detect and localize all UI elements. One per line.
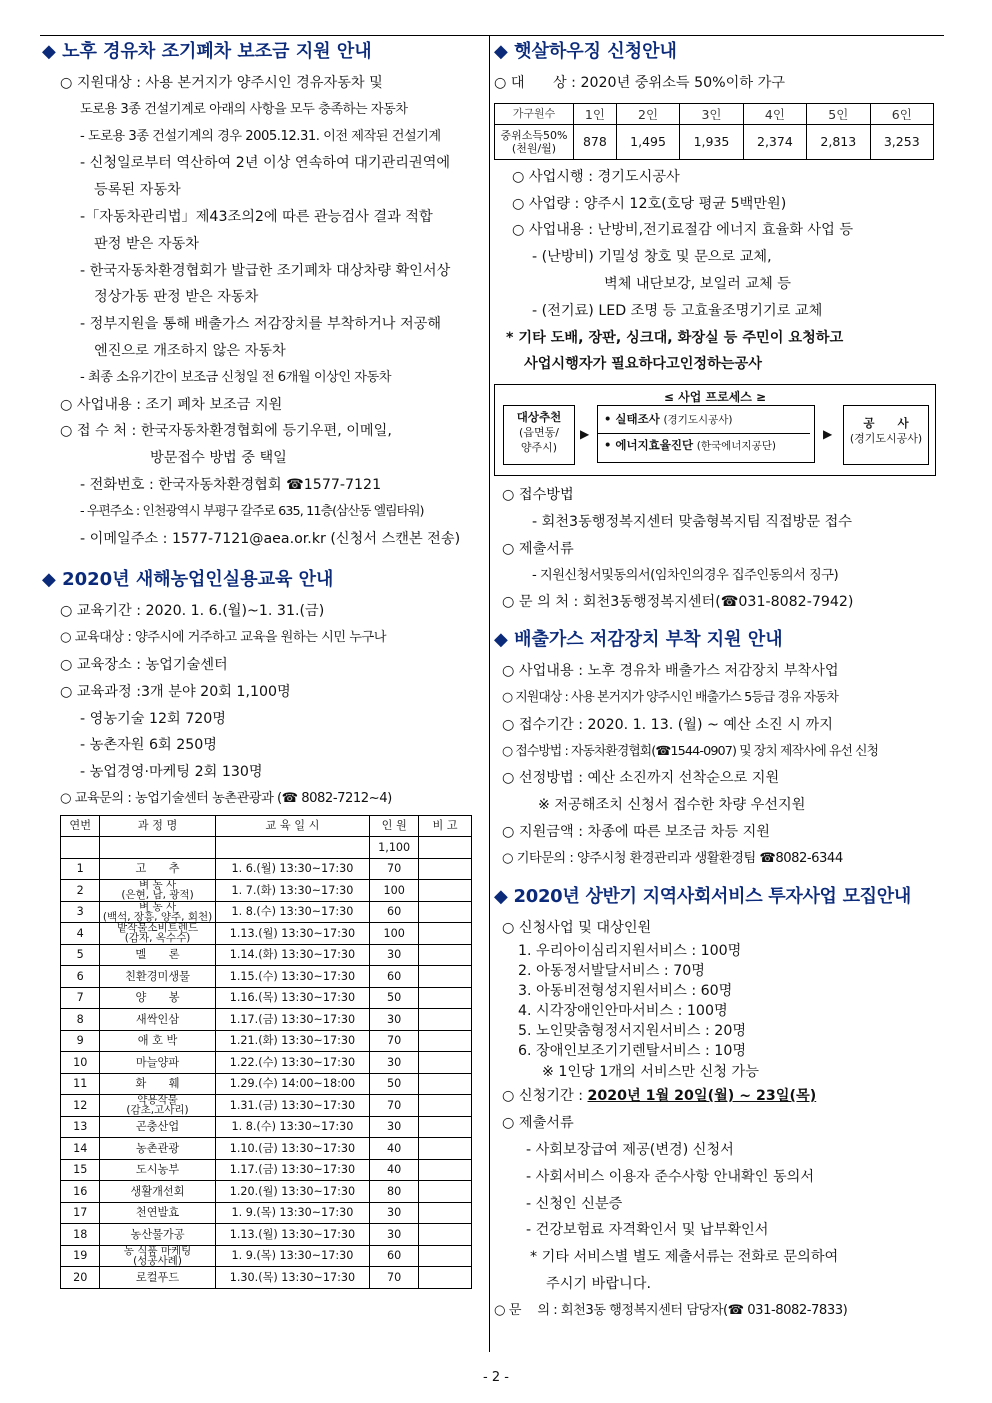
table-cell: 1.20.(월) 13:30~17:30 [215, 1181, 370, 1203]
table-cell [419, 1202, 472, 1224]
table-cell [419, 1138, 472, 1160]
table-cell: 30 [370, 1052, 419, 1074]
table-cell: 농 식품 마케팅 (성공사례) [100, 1245, 215, 1267]
left-column [42, 38, 486, 1289]
text-line: - 신청인 신분증 [526, 1195, 623, 1212]
table-cell: 1. 9.(목) 13:30~17:30 [215, 1245, 370, 1267]
text-line: 2. 아동정서발달서비스 : 70명 [518, 963, 705, 980]
table-cell [419, 1073, 472, 1095]
text-line: ○ 접수방법 : 자동차환경협회(☎1544-0907) 및 장치 제작사에 유선 신청 [502, 743, 879, 759]
table-row [61, 923, 472, 945]
table-cell: 10 [61, 1052, 100, 1074]
table-cell: 30 [370, 944, 419, 966]
text-line: ○ 신청사업 및 대상인원 [502, 919, 652, 936]
table-cell: 7 [61, 987, 100, 1009]
text-line: - 이메일주소 : 1577-7121@aea.or.kr (신청서 스캔본 전송) [80, 530, 461, 547]
table-cell: 1. 9.(목) 13:30~17:30 [215, 1202, 370, 1224]
arrow-icon: ▶ [823, 427, 833, 442]
table-cell: 9 [61, 1030, 100, 1052]
table-cell [419, 837, 472, 859]
table-cell: 70 [370, 1095, 419, 1117]
text-line: - 건강보험료 자격확인서 및 납부확인서 [526, 1222, 769, 1239]
text-line: - 전화번호 : 한국자동차환경협회 ☎1577-7121 [80, 476, 382, 493]
table-header-cell: 6인 [870, 103, 933, 124]
text-line: - 우편주소 : 인천광역시 부평구 갈주로 635, 11층(삼산동 엘림타워) [80, 503, 424, 519]
text-line: - 한국자동차환경협회가 발급한 조기폐차 대상차량 확인서상 [80, 262, 451, 279]
table-cell [419, 1095, 472, 1117]
housing-target-line: ○ 대 상 : 2020년 중위소득 50%이하 가구 [494, 75, 785, 91]
table-cell: 벼 농 사 (은현, 남, 광적) [100, 880, 215, 902]
column-divider [489, 35, 490, 1352]
table-header-cell: 3인 [680, 103, 743, 124]
farmer-education-body [42, 598, 486, 812]
section-title-social-service: ◆ 2020년 상반기 지역사회서비스 투자사업 모집안내 [494, 885, 911, 907]
text-line: ○ 문 의 : 회천3동 행정복지센터 담당자(☎ 031-8082-7833) [494, 1302, 848, 1318]
text-line: ○ 기타문의 : 양주시청 환경관리과 생활환경팀 ☎8082-6344 [502, 850, 843, 866]
table-cell: 1.15.(수) 13:30~17:30 [215, 966, 370, 988]
table-cell: 70 [370, 1030, 419, 1052]
text-line: ○ 제출서류 [502, 1115, 574, 1132]
table-cell: 마늘양파 [100, 1052, 215, 1074]
table-cell: 농산물가공 [100, 1224, 215, 1246]
table-row [61, 1181, 472, 1203]
table-header-row [61, 815, 472, 837]
table-cell: 1.30.(목) 13:30~17:30 [215, 1267, 370, 1289]
table-cell: 벼 농 사 (백석, 장흥, 양주, 회천) [100, 901, 215, 923]
table-cell [419, 923, 472, 945]
table-cell: 1. 7.(화) 13:30~17:30 [215, 880, 370, 902]
text-line: ※ 저공해조치 신청서 접수한 차량 우선지원 [538, 797, 806, 814]
table-cell: 2,813 [807, 124, 870, 159]
process-step-recommend [503, 405, 575, 465]
table-cell: 13 [61, 1116, 100, 1138]
table-header-cell: 4인 [743, 103, 806, 124]
text-line: ○ 교육기간 : 2020. 1. 6.(월)~1. 31.(금) [60, 603, 325, 620]
text-line: ○ 지원대상 : 사용 본거지가 양주시인 배출가스 5등급 경유 자동차 [502, 689, 838, 705]
emission-device-body [494, 658, 944, 872]
table-row [61, 1267, 472, 1289]
table-cell: 14 [61, 1138, 100, 1160]
table-cell [419, 944, 472, 966]
text-line: ○ 사업내용 : 난방비,전기료절감 에너지 효율화 사업 등 [512, 222, 854, 239]
housing-details [494, 164, 944, 325]
table-cell: 멜 론 [100, 944, 215, 966]
table-cell: 15 [61, 1159, 100, 1181]
table-cell: 30 [370, 1224, 419, 1246]
process-step-diagnosis-label: • 에너지효율진단 [604, 438, 694, 453]
section-title-farmer-education: ◆ 2020년 새해농업인실용교육 안내 [42, 569, 334, 591]
table-cell: 50 [370, 987, 419, 1009]
application-period-line [494, 1083, 944, 1110]
table-cell: 애 호 박 [100, 1030, 215, 1052]
table-row [495, 124, 934, 159]
table-cell [419, 987, 472, 1009]
table-row [61, 880, 472, 902]
table-header-cell: 인 원 [370, 815, 419, 837]
table-cell: 도시농부 [100, 1159, 215, 1181]
table-header-row [495, 103, 934, 124]
table-header-cell: 비 고 [419, 815, 472, 837]
table-cell: 30 [370, 1009, 419, 1031]
text-line: 6. 장애인보조기기렌탈서비스 : 10명 [518, 1043, 747, 1060]
text-line: - 지원신청서및동의서(임차인의경우 집주인동의서 징구) [532, 567, 839, 583]
table-row [61, 966, 472, 988]
text-line: 5. 노인맞춤형정서지원서비스 : 20명 [518, 1023, 747, 1040]
table-cell: 1.21.(화) 13:30~17:30 [215, 1030, 370, 1052]
table-cell: 1.13.(월) 13:30~17:30 [215, 923, 370, 945]
table-cell [419, 1030, 472, 1052]
table-cell: 60 [370, 1245, 419, 1267]
table-cell [419, 858, 472, 880]
table-cell: 1,935 [680, 124, 743, 159]
table-cell: 1.22.(수) 13:30~17:30 [215, 1052, 370, 1074]
text-line: 도로용 3종 건설기계로 아래의 사항을 모두 충족하는 자동차 [80, 101, 408, 117]
table-cell: 1.31.(금) 13:30~17:30 [215, 1095, 370, 1117]
text-line: - 신청일로부터 역산하여 2년 이상 연속하여 대기관리권역에 [80, 155, 451, 172]
table-cell: 3 [61, 901, 100, 923]
table-cell: 100 [370, 880, 419, 902]
table-cell: 곤충산업 [100, 1116, 215, 1138]
process-title: ≤ 사업 프로세스 ≥ [663, 390, 767, 405]
table-cell: 70 [370, 858, 419, 880]
table-header-cell: 1인 [574, 103, 617, 124]
process-step-recommend-sub: (읍면동/ 양주시) [519, 426, 559, 455]
table-row [61, 1073, 472, 1095]
table-total-row [61, 837, 472, 859]
text-line: 엔진으로 개조하지 않은 자동차 [94, 342, 286, 359]
table-header-cell: 교 육 일 시 [215, 815, 370, 837]
text-line: - 사회서비스 이용자 준수사항 안내확인 동의서 [526, 1168, 815, 1185]
table-cell: 1.13.(월) 13:30~17:30 [215, 1224, 370, 1246]
table-cell: 1.14.(화) 13:30~17:30 [215, 944, 370, 966]
table-cell: 천연발효 [100, 1202, 215, 1224]
text-line: ○ 선정방법 : 예산 소진까지 선착순으로 지원 [502, 770, 780, 787]
page-number: - 2 - [483, 1370, 509, 1385]
table-cell: 40 [370, 1138, 419, 1160]
table-cell [419, 1224, 472, 1246]
table-cell: 50 [370, 1073, 419, 1095]
table-cell [419, 1159, 472, 1181]
text-line: - 회천3동행정복지센터 맞춤형복지팀 직접방문 접수 [532, 513, 852, 530]
table-cell: 고 추 [100, 858, 215, 880]
table-cell: 1. 6.(월) 13:30~17:30 [215, 858, 370, 880]
table-row [61, 1030, 472, 1052]
process-step-survey [597, 405, 815, 463]
table-cell: 1.17.(금) 13:30~17:30 [215, 1159, 370, 1181]
text-line: 벽체 내단보강, 보일러 교체 등 [604, 275, 792, 292]
process-step-survey-label: • 실태조사 [604, 412, 660, 427]
table-cell: 1.10.(금) 13:30~17:30 [215, 1138, 370, 1160]
process-step-survey-sub: (경기도시공사) [663, 414, 733, 427]
text-line: ○ 교육문의 : 농업기술센터 농촌관광과 (☎ 8082-7212~4) [60, 790, 392, 806]
social-service-documents [494, 1110, 944, 1324]
text-line: - (전기료) LED 조명 등 고효율조명기기로 교체 [532, 302, 823, 319]
table-cell [419, 966, 472, 988]
table-cell: 농촌관광 [100, 1138, 215, 1160]
table-cell: 17 [61, 1202, 100, 1224]
text-line: - 정부지원을 통해 배출가스 저감장치를 부착하거나 저공해 [80, 316, 442, 333]
table-cell: 3,253 [870, 124, 933, 159]
table-cell: 8 [61, 1009, 100, 1031]
table-cell: 1. 8.(수) 13:30~17:30 [215, 1116, 370, 1138]
process-step-recommend-label: 대상추천 [516, 410, 562, 425]
table-header-cell: 가구원수 [495, 103, 574, 124]
text-line: 등록된 자동차 [94, 182, 181, 199]
section-title-emission-device: ◆ 배출가스 저감장치 부착 지원 안내 [494, 629, 783, 651]
text-line: ※ 1인당 1개의 서비스만 신청 가능 [542, 1064, 759, 1081]
section-title-early-scrap: ◆ 노후 경유차 조기폐차 보조금 지원 안내 [42, 41, 372, 62]
table-cell: 4 [61, 923, 100, 945]
table-cell: 70 [370, 1267, 419, 1289]
table-cell [419, 1052, 472, 1074]
process-diagram [494, 384, 936, 476]
table-cell: 16 [61, 1181, 100, 1203]
text-line: - (난방비) 기밀성 창호 및 문으로 교체, [532, 249, 772, 266]
housing-contact [494, 482, 944, 616]
table-cell: 80 [370, 1181, 419, 1203]
text-line: 방문접수 방법 중 택일 [150, 450, 287, 467]
top-rule [40, 35, 944, 36]
table-cell: 1. 8.(수) 13:30~17:30 [215, 901, 370, 923]
text-line: ○ 접 수 처 : 한국자동차환경협회에 등기우편, 이메일, [60, 423, 392, 440]
table-row [61, 1009, 472, 1031]
table-row [61, 858, 472, 880]
table-cell: 60 [370, 966, 419, 988]
table-row [61, 901, 472, 923]
text-line: ○ 교육대상 : 양주시에 거주하고 교육을 원하는 시민 누구나 [60, 630, 386, 646]
table-cell [419, 901, 472, 923]
education-schedule-table [60, 815, 472, 1289]
table-cell: 2,374 [743, 124, 806, 159]
process-step-construction [843, 405, 929, 465]
table-cell: 30 [370, 1202, 419, 1224]
table-cell: 1.16.(목) 13:30~17:30 [215, 987, 370, 1009]
text-line: ○ 사업내용 : 조기 폐차 보조금 지원 [60, 396, 283, 413]
text-line: 4. 시각장애인안마서비스 : 100명 [518, 1003, 728, 1020]
table-cell: 화 훼 [100, 1073, 215, 1095]
table-row [61, 944, 472, 966]
table-cell [419, 1181, 472, 1203]
table-cell [61, 837, 100, 859]
table-cell: 40 [370, 1159, 419, 1181]
text-line: 정상가동 판정 받은 자동차 [94, 289, 259, 306]
table-cell: 19 [61, 1245, 100, 1267]
table-cell: 5 [61, 944, 100, 966]
application-period-value: 2020년 1월 20일(월) ~ 23일(목) [587, 1088, 817, 1105]
table-cell: 60 [370, 901, 419, 923]
early-scrap-body [42, 70, 486, 552]
process-step-construction-label: 공 사 [863, 416, 909, 431]
text-line: 사업시행자가 필요하다고인정하는공사 [524, 356, 762, 373]
table-cell: 12 [61, 1095, 100, 1117]
table-cell: 18 [61, 1224, 100, 1246]
table-row [61, 1052, 472, 1074]
text-line: * 기타 서비스별 별도 제출서류는 전화로 문의하여 [530, 1249, 839, 1266]
arrow-icon: ▶ [580, 427, 590, 442]
text-line: - 사회보장급여 제공(변경) 신청서 [526, 1141, 734, 1158]
table-cell: 6 [61, 966, 100, 988]
text-line: - 농촌자원 6회 250명 [80, 737, 217, 754]
text-line: ○ 제출서류 [502, 540, 574, 557]
table-cell: 2 [61, 880, 100, 902]
table-cell [419, 1009, 472, 1031]
text-line: * 기타 도배, 장판, 싱크대, 화장실 등 주민이 요청하고 [506, 329, 844, 346]
text-line: ○ 교육과정 :3개 분야 20회 1,100명 [60, 683, 291, 700]
table-header-cell: 2인 [616, 103, 679, 124]
text-line: 판정 받은 자동차 [94, 235, 199, 252]
table-cell: 약용작물 (감초,고사리) [100, 1095, 215, 1117]
table-cell: 중위소득50% (천원/월) [495, 124, 574, 159]
table-row [61, 1202, 472, 1224]
table-cell: 밭작물소비트렌드 (감자, 옥수수) [100, 923, 215, 945]
table-row [61, 1245, 472, 1267]
table-cell: 친환경미생물 [100, 966, 215, 988]
table-header-cell: 연번 [61, 815, 100, 837]
text-line: 3. 아동비전형성지원서비스 : 60명 [518, 983, 733, 1000]
table-cell [419, 880, 472, 902]
table-cell: 1.17.(금) 13:30~17:30 [215, 1009, 370, 1031]
housing-note [494, 325, 944, 379]
text-line: 1. 우리아이심리지원서비스 : 100명 [518, 943, 742, 960]
table-cell: 로컬푸드 [100, 1267, 215, 1289]
text-line: 주시기 바랍니다. [546, 1275, 651, 1292]
table-cell: 30 [370, 1116, 419, 1138]
text-line: ○ 교육장소 : 농업기술센터 [60, 656, 228, 673]
text-line: - 영농기술 12회 720명 [80, 710, 227, 727]
section-title-sunshine-housing: ◆ 햇살하우징 신청안내 [494, 41, 677, 62]
table-cell: 1,100 [370, 837, 419, 859]
text-line: -「자동차관리법」제43조의2에 따른 관능검사 결과 적합 [80, 208, 433, 225]
table-cell: 생활개선회 [100, 1181, 215, 1203]
table-cell [100, 837, 215, 859]
text-line: - 도로용 3종 건설기계의 경우 2005.12.31. 이전 제작된 건설기계 [80, 128, 441, 144]
table-row [61, 987, 472, 1009]
text-line: - 농업경영·마케팅 2회 130명 [80, 764, 263, 781]
table-row [61, 1159, 472, 1181]
table-row [61, 1138, 472, 1160]
table-cell: 11 [61, 1073, 100, 1095]
table-header-cell: 5인 [807, 103, 870, 124]
text-line: ○ 지원대상 : 사용 본거지가 양주시인 경유자동차 및 [60, 75, 383, 91]
table-cell [419, 1116, 472, 1138]
household-income-table [494, 103, 934, 160]
process-step-construction-sub: (경기도시공사) [849, 432, 923, 446]
table-row [61, 1224, 472, 1246]
text-line: ○ 지원금액 : 차종에 따른 보조금 차등 지원 [502, 823, 771, 840]
table-row [61, 1116, 472, 1138]
table-row [61, 1095, 472, 1117]
process-step-diagnosis-sub: (한국에너지공단) [696, 440, 776, 453]
text-line: ○ 사업시행 : 경기도시공사 [512, 168, 680, 185]
application-period-label: ○ 신청기간 : [502, 1088, 588, 1105]
right-column [494, 38, 944, 1325]
table-cell [419, 1245, 472, 1267]
social-service-body [494, 915, 944, 1084]
table-cell [215, 837, 370, 859]
table-cell: 100 [370, 923, 419, 945]
table-cell: 양 봉 [100, 987, 215, 1009]
text-line: ○ 사업내용 : 노후 경유차 배출가스 저감장치 부착사업 [502, 663, 839, 680]
table-cell: 878 [574, 124, 617, 159]
table-cell: 새싹인삼 [100, 1009, 215, 1031]
text-line: ○ 사업량 : 양주시 12호(호당 평균 5백만원) [512, 195, 787, 212]
table-cell: 1 [61, 858, 100, 880]
text-line: ○ 접수기간 : 2020. 1. 13. (월) ~ 예산 소진 시 까지 [502, 716, 833, 733]
text-line: - 최종 소유기간이 보조금 신청일 전 6개월 이상인 자동차 [80, 369, 391, 385]
table-cell [419, 1267, 472, 1289]
table-cell: 1,495 [616, 124, 679, 159]
text-line: ○ 문 의 처 : 회천3동행정복지센터(☎031-8082-7942) [502, 594, 854, 611]
table-cell: 20 [61, 1267, 100, 1289]
text-line: ○ 접수방법 [502, 487, 574, 504]
table-cell: 1.29.(수) 14:00~18:00 [215, 1073, 370, 1095]
table-header-cell: 과 정 명 [100, 815, 215, 837]
